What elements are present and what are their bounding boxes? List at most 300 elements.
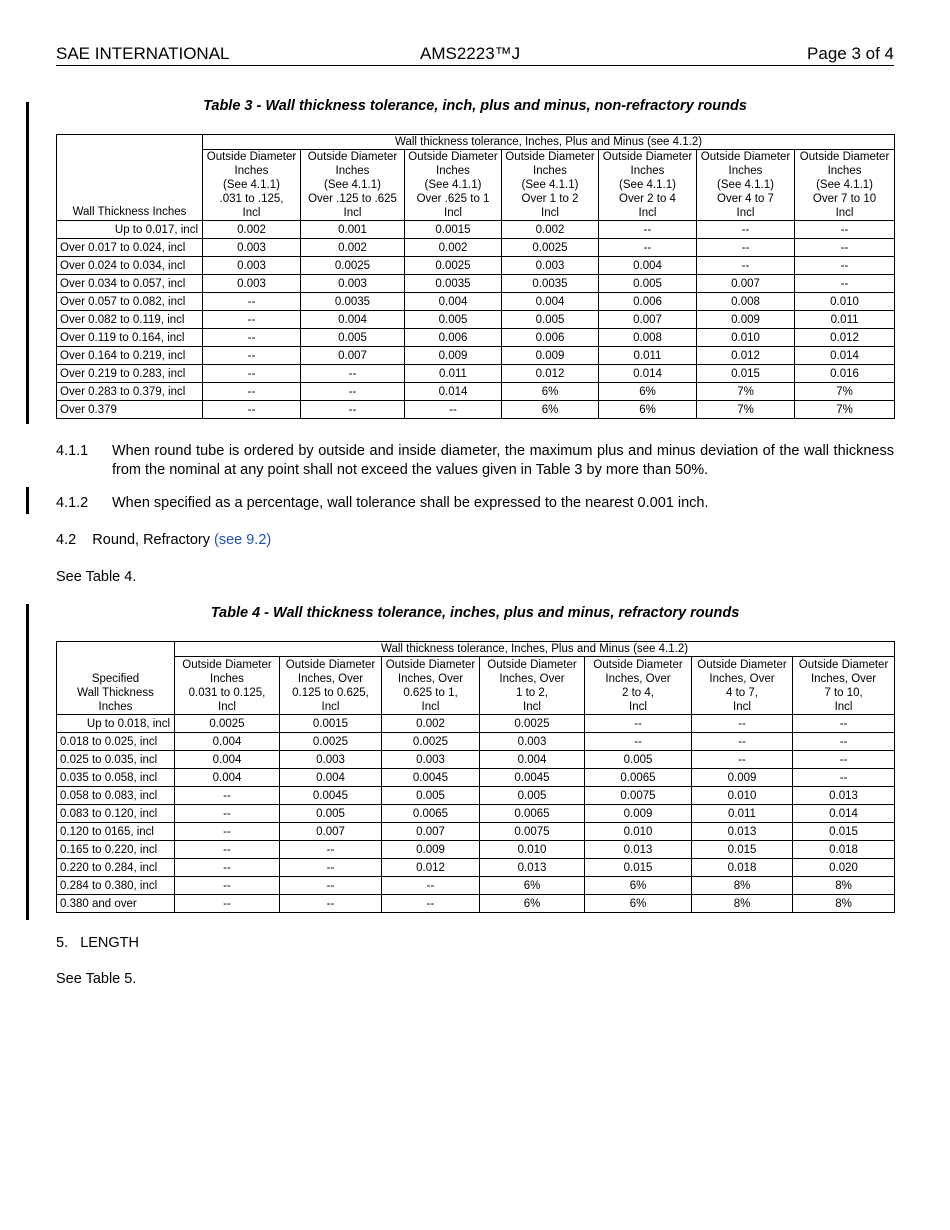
table-cell: -- bbox=[795, 239, 895, 257]
table3-column-header bbox=[599, 150, 697, 221]
column-header-line: Inches, Over bbox=[397, 673, 464, 685]
table-cell: -- bbox=[203, 365, 301, 383]
table-cell: 0.0025 bbox=[301, 257, 405, 275]
row-label: 0.025 to 0.035, incl bbox=[57, 751, 175, 769]
table-cell: 0.003 bbox=[480, 733, 585, 751]
section-5-number: 5. bbox=[56, 935, 69, 951]
table-cell: -- bbox=[382, 877, 480, 895]
table-cell: -- bbox=[692, 715, 793, 733]
column-header-line: Incl bbox=[421, 701, 440, 713]
table-cell: 6% bbox=[585, 895, 692, 913]
row-label: 0.083 to 0.120, incl bbox=[57, 805, 175, 823]
table-cell: -- bbox=[585, 733, 692, 751]
table-cell: 0.010 bbox=[585, 823, 692, 841]
column-header-line: (See 4.1.1) bbox=[816, 179, 873, 191]
table-cell: 0.0025 bbox=[502, 239, 599, 257]
table-cell: -- bbox=[175, 877, 280, 895]
table-cell: 0.0035 bbox=[405, 275, 502, 293]
table-row bbox=[57, 347, 895, 365]
table-cell: -- bbox=[175, 805, 280, 823]
table-cell: 0.008 bbox=[599, 329, 697, 347]
column-header-line: (See 4.1.1) bbox=[223, 179, 280, 191]
table-cell: -- bbox=[280, 859, 382, 877]
table-cell: 0.007 bbox=[382, 823, 480, 841]
table-cell: 0.004 bbox=[599, 257, 697, 275]
para-4-1-1-text: When round tube is ordered by outside and inside diameter, the maximum plus and minus deviation of the wall thickness from the nominal at any point shall not exceed the values given in Table 3 by more than 50%. bbox=[112, 443, 894, 478]
table-cell: -- bbox=[203, 329, 301, 347]
table-row bbox=[57, 275, 895, 293]
column-header-line: Outside Diameter bbox=[408, 151, 498, 163]
table-cell: 6% bbox=[480, 877, 585, 895]
table-cell: 8% bbox=[692, 895, 793, 913]
table-cell: 0.0045 bbox=[480, 769, 585, 787]
column-header-line: Outside Diameter bbox=[602, 151, 693, 163]
table-cell: 0.010 bbox=[692, 787, 793, 805]
table-cell: 0.013 bbox=[692, 823, 793, 841]
table-row bbox=[57, 383, 895, 401]
column-header-line: Over 2 to 4 bbox=[619, 193, 676, 205]
column-header-line: Incl bbox=[629, 701, 647, 713]
row-label: Up to 0.018, incl bbox=[57, 715, 175, 733]
table-cell: 0.011 bbox=[795, 311, 895, 329]
para-4-1-2-number: 4.1.2 bbox=[56, 495, 89, 511]
column-header-line: Outside Diameter bbox=[593, 659, 683, 671]
table-cell: 0.018 bbox=[692, 859, 793, 877]
table-row bbox=[57, 733, 895, 751]
table-cell: 0.011 bbox=[692, 805, 793, 823]
column-header-line: Over .125 to .625 bbox=[308, 193, 397, 205]
column-header-line: Outside Diameter bbox=[285, 659, 376, 671]
para-4-1-1-number: 4.1.1 bbox=[56, 443, 89, 459]
table-cell: -- bbox=[203, 293, 301, 311]
table-cell: -- bbox=[280, 877, 382, 895]
table-cell: 0.003 bbox=[301, 275, 405, 293]
table-cell: 0.014 bbox=[793, 805, 895, 823]
column-header-line: Outside Diameter bbox=[182, 659, 272, 671]
table-cell: -- bbox=[599, 221, 697, 239]
table-cell: 0.009 bbox=[585, 805, 692, 823]
table-cell: -- bbox=[795, 221, 895, 239]
table-row bbox=[57, 805, 895, 823]
table-cell: 0.011 bbox=[599, 347, 697, 365]
table-cell: -- bbox=[301, 383, 405, 401]
table-row bbox=[57, 769, 895, 787]
table-cell: -- bbox=[301, 365, 405, 383]
column-header-line: Outside Diameter bbox=[487, 659, 577, 671]
row-header-line: Specified bbox=[91, 673, 140, 685]
column-header-line: Inches bbox=[436, 165, 470, 177]
table-row bbox=[57, 895, 895, 913]
table-cell: 0.012 bbox=[382, 859, 480, 877]
column-header-line: Outside Diameter bbox=[505, 151, 595, 163]
table-row bbox=[57, 221, 895, 239]
table4-column-header bbox=[585, 657, 692, 715]
section-5-title: LENGTH bbox=[80, 935, 140, 951]
row-label: Over 0.024 to 0.034, incl bbox=[57, 257, 203, 275]
table-cell: -- bbox=[793, 733, 895, 751]
table-cell: 0.0065 bbox=[480, 805, 585, 823]
column-header-line: Inches bbox=[630, 165, 665, 177]
row-label: Over 0.082 to 0.119, incl bbox=[57, 311, 203, 329]
table-cell: 0.005 bbox=[480, 787, 585, 805]
table-cell: 0.005 bbox=[301, 329, 405, 347]
table-cell: 0.003 bbox=[502, 257, 599, 275]
table-cell: -- bbox=[599, 239, 697, 257]
column-header-line: Inches, Over bbox=[297, 673, 364, 685]
column-header-line: Over 7 to 10 bbox=[812, 193, 877, 205]
table-cell: 7% bbox=[697, 383, 795, 401]
table-cell: -- bbox=[382, 895, 480, 913]
column-header-line: Outside Diameter bbox=[700, 151, 791, 163]
table-cell: 0.010 bbox=[480, 841, 585, 859]
column-header-line: Incl bbox=[541, 207, 559, 219]
table4-column-header bbox=[175, 657, 280, 715]
row-label: 0.035 to 0.058, incl bbox=[57, 769, 175, 787]
table-cell: 7% bbox=[795, 383, 895, 401]
table-cell: 0.004 bbox=[175, 733, 280, 751]
table3-column-header bbox=[203, 150, 301, 221]
table-cell: 0.009 bbox=[692, 769, 793, 787]
para-4-1-1 bbox=[56, 442, 894, 480]
row-label: Over 0.283 to 0.379, incl bbox=[57, 383, 203, 401]
column-header-line: (See 4.1.1) bbox=[619, 179, 676, 191]
table-cell: -- bbox=[175, 859, 280, 877]
column-header-line: (See 4.1.1) bbox=[717, 179, 774, 191]
table-cell: 0.010 bbox=[795, 293, 895, 311]
table-cell: 0.0015 bbox=[405, 221, 502, 239]
table-row bbox=[57, 787, 895, 805]
table-cell: 0.009 bbox=[382, 841, 480, 859]
table-cell: 0.0045 bbox=[280, 787, 382, 805]
table-cell: -- bbox=[280, 841, 382, 859]
table-cell: 0.002 bbox=[405, 239, 502, 257]
row-label: 0.380 and over bbox=[57, 895, 175, 913]
table-row bbox=[57, 841, 895, 859]
row-label: 0.220 to 0.284, incl bbox=[57, 859, 175, 877]
table-cell: 0.003 bbox=[203, 239, 301, 257]
table-cell: -- bbox=[203, 401, 301, 419]
row-label: 0.018 to 0.025, incl bbox=[57, 733, 175, 751]
section-4-2-number: 4.2 bbox=[56, 532, 77, 548]
column-header-line: Inches, Over bbox=[810, 673, 877, 685]
column-header-line: Outside Diameter bbox=[697, 659, 787, 671]
table-cell: 0.006 bbox=[599, 293, 697, 311]
table-cell: 0.0065 bbox=[585, 769, 692, 787]
header-doc-number: AMS2223™J bbox=[420, 44, 521, 63]
column-header-line: (See 4.1.1) bbox=[324, 179, 381, 191]
table-cell: 0.014 bbox=[795, 347, 895, 365]
table-cell: 0.012 bbox=[697, 347, 795, 365]
table-cell: 8% bbox=[793, 877, 895, 895]
row-label: 0.284 to 0.380, incl bbox=[57, 877, 175, 895]
table-cell: -- bbox=[793, 769, 895, 787]
table-cell: 0.005 bbox=[502, 311, 599, 329]
table-cell: 0.0045 bbox=[382, 769, 480, 787]
table-cell: 0.004 bbox=[175, 769, 280, 787]
table-cell: 0.002 bbox=[382, 715, 480, 733]
row-label: 0.165 to 0.220, incl bbox=[57, 841, 175, 859]
table-cell: 6% bbox=[599, 401, 697, 419]
table-cell: -- bbox=[175, 841, 280, 859]
table-cell: 0.007 bbox=[280, 823, 382, 841]
table3 bbox=[56, 134, 895, 419]
column-header-line: Incl bbox=[242, 207, 261, 219]
table-cell: -- bbox=[405, 401, 502, 419]
table-cell: 0.004 bbox=[405, 293, 502, 311]
table-cell: 0.004 bbox=[301, 311, 405, 329]
row-label: Over 0.017 to 0.024, incl bbox=[57, 239, 203, 257]
table-cell: -- bbox=[203, 383, 301, 401]
section-4-2-title: Round, Refractory bbox=[92, 532, 210, 548]
table-cell: 0.009 bbox=[405, 347, 502, 365]
column-header-line: Outside Diameter bbox=[206, 151, 297, 163]
row-label: Up to 0.017, incl bbox=[57, 221, 203, 239]
table-cell: 0.010 bbox=[697, 329, 795, 347]
column-header-line: Inches bbox=[827, 165, 862, 177]
column-header-line: 7 to 10, bbox=[824, 687, 863, 699]
table-cell: -- bbox=[697, 257, 795, 275]
table-cell: 0.005 bbox=[405, 311, 502, 329]
table-cell: 0.0025 bbox=[480, 715, 585, 733]
table-cell: -- bbox=[585, 715, 692, 733]
para-4-1-2-text: When specified as a percentage, wall tolerance shall be expressed to the nearest 0.001 inch. bbox=[112, 495, 709, 511]
table-cell: 0.014 bbox=[405, 383, 502, 401]
table-cell: 0.016 bbox=[795, 365, 895, 383]
change-bar-table3 bbox=[26, 102, 29, 424]
column-header-line: Outside Diameter bbox=[385, 659, 476, 671]
table-cell: 0.011 bbox=[405, 365, 502, 383]
table-cell: 0.002 bbox=[502, 221, 599, 239]
table-cell: 0.008 bbox=[697, 293, 795, 311]
table4-column-header bbox=[692, 657, 793, 715]
table3-column-header bbox=[405, 150, 502, 221]
table-cell: 0.004 bbox=[502, 293, 599, 311]
table-row bbox=[57, 365, 895, 383]
table-cell: 0.0035 bbox=[301, 293, 405, 311]
table-cell: -- bbox=[697, 221, 795, 239]
column-header-line: Incl bbox=[343, 207, 362, 219]
see-table-4: See Table 4. bbox=[56, 569, 137, 585]
table-cell: -- bbox=[795, 275, 895, 293]
column-header-line: 4 to 7, bbox=[726, 687, 758, 699]
table-cell: 0.015 bbox=[585, 859, 692, 877]
column-header-line: Inches, Over bbox=[499, 673, 565, 685]
column-header-line: Inches bbox=[533, 165, 567, 177]
row-label: Over 0.057 to 0.082, incl bbox=[57, 293, 203, 311]
table-row bbox=[57, 877, 895, 895]
table-row bbox=[57, 257, 895, 275]
table-cell: 7% bbox=[795, 401, 895, 419]
table4 bbox=[56, 641, 895, 913]
table-cell: 0.005 bbox=[280, 805, 382, 823]
table-cell: -- bbox=[280, 895, 382, 913]
change-bar-table4 bbox=[26, 604, 29, 920]
row-label: Over 0.164 to 0.219, incl bbox=[57, 347, 203, 365]
header-page-number: Page 3 of 4 bbox=[807, 44, 894, 63]
table-cell: 0.006 bbox=[502, 329, 599, 347]
table-row bbox=[57, 401, 895, 419]
column-header-line: .031 to .125, bbox=[219, 193, 284, 205]
column-header-line: 2 to 4, bbox=[622, 687, 654, 699]
header-org: SAE INTERNATIONAL bbox=[56, 44, 230, 63]
table-cell: 6% bbox=[502, 401, 599, 419]
table-cell: 0.014 bbox=[599, 365, 697, 383]
table-cell: -- bbox=[175, 787, 280, 805]
column-header-line: Incl bbox=[218, 701, 236, 713]
table4-column-header bbox=[480, 657, 585, 715]
table-cell: 8% bbox=[793, 895, 895, 913]
column-header-line: Inches bbox=[234, 165, 269, 177]
table-cell: 0.003 bbox=[203, 275, 301, 293]
table-cell: -- bbox=[175, 895, 280, 913]
table4-row-header bbox=[57, 642, 175, 715]
row-label: Over 0.119 to 0.164, incl bbox=[57, 329, 203, 347]
column-header-line: (See 4.1.1) bbox=[521, 179, 579, 191]
section-5-heading bbox=[56, 934, 894, 953]
table3-column-header bbox=[795, 150, 895, 221]
column-header-line: Inches, Over bbox=[605, 673, 671, 685]
column-header-line: Incl bbox=[523, 701, 541, 713]
table-cell: 0.003 bbox=[203, 257, 301, 275]
column-header-line: (See 4.1.1) bbox=[424, 179, 482, 191]
column-header-line: Outside Diameter bbox=[307, 151, 398, 163]
table-cell: 0.004 bbox=[175, 751, 280, 769]
column-header-line: Incl bbox=[733, 701, 751, 713]
table-cell: 0.012 bbox=[795, 329, 895, 347]
table-cell: 7% bbox=[697, 401, 795, 419]
table-cell: 0.0025 bbox=[382, 733, 480, 751]
table-row bbox=[57, 329, 895, 347]
column-header-line: Inches bbox=[728, 165, 763, 177]
table-cell: -- bbox=[175, 823, 280, 841]
table3-span-header: Wall thickness tolerance, Inches, Plus and Minus (see 4.1.2) bbox=[203, 135, 895, 150]
table-cell: 0.007 bbox=[697, 275, 795, 293]
table-cell: 0.0065 bbox=[382, 805, 480, 823]
table-cell: 0.015 bbox=[793, 823, 895, 841]
table-cell: 0.002 bbox=[203, 221, 301, 239]
table-cell: 0.007 bbox=[599, 311, 697, 329]
table-cell: 0.003 bbox=[280, 751, 382, 769]
column-header-line: Over 1 to 2 bbox=[521, 193, 579, 205]
table4-column-header bbox=[280, 657, 382, 715]
table-row bbox=[57, 311, 895, 329]
table-row bbox=[57, 751, 895, 769]
column-header-line: Incl bbox=[638, 207, 657, 219]
column-header-line: 0.625 to 1, bbox=[403, 687, 458, 699]
table3-column-header bbox=[301, 150, 405, 221]
row-label: Over 0.034 to 0.057, incl bbox=[57, 275, 203, 293]
table-cell: 0.003 bbox=[382, 751, 480, 769]
table-cell: 0.001 bbox=[301, 221, 405, 239]
table3-row-header: Wall Thickness Inches bbox=[57, 135, 203, 221]
table-cell: 0.0015 bbox=[280, 715, 382, 733]
table-cell: -- bbox=[692, 733, 793, 751]
table-cell: 0.005 bbox=[382, 787, 480, 805]
table3-caption: Table 3 - Wall thickness tolerance, inch, plus and minus, non-refractory rounds bbox=[203, 98, 747, 114]
column-header-line: 0.031 to 0.125, bbox=[188, 687, 266, 699]
table-cell: -- bbox=[203, 311, 301, 329]
column-header-line: Incl bbox=[444, 207, 462, 219]
column-header-line: Incl bbox=[736, 207, 755, 219]
table4-span-header: Wall thickness tolerance, Inches, Plus and Minus (see 4.1.2) bbox=[175, 642, 895, 657]
table-cell: -- bbox=[301, 401, 405, 419]
table4-column-header bbox=[382, 657, 480, 715]
column-header-line: Over 4 to 7 bbox=[717, 193, 774, 205]
table-cell: 0.004 bbox=[480, 751, 585, 769]
table-cell: 0.005 bbox=[585, 751, 692, 769]
table-cell: -- bbox=[692, 751, 793, 769]
table-cell: 8% bbox=[692, 877, 793, 895]
row-label: Over 0.219 to 0.283, incl bbox=[57, 365, 203, 383]
table-row bbox=[57, 859, 895, 877]
table-cell: 6% bbox=[585, 877, 692, 895]
table-cell: 0.0035 bbox=[502, 275, 599, 293]
table-cell: 0.0075 bbox=[585, 787, 692, 805]
row-header-line: Wall Thickness bbox=[77, 687, 154, 699]
table-cell: -- bbox=[697, 239, 795, 257]
table-cell: 0.013 bbox=[585, 841, 692, 859]
column-header-line: Over .625 to 1 bbox=[416, 193, 490, 205]
table-cell: -- bbox=[793, 715, 895, 733]
table-cell: 0.020 bbox=[793, 859, 895, 877]
table-cell: 0.012 bbox=[502, 365, 599, 383]
table-row bbox=[57, 823, 895, 841]
table-cell: 0.004 bbox=[280, 769, 382, 787]
table-cell: 0.009 bbox=[697, 311, 795, 329]
table-cell: 0.002 bbox=[301, 239, 405, 257]
column-header-line: Incl bbox=[321, 701, 340, 713]
column-header-line: Incl bbox=[835, 207, 854, 219]
table-cell: 0.018 bbox=[793, 841, 895, 859]
table-cell: 0.006 bbox=[405, 329, 502, 347]
see-table-5: See Table 5. bbox=[56, 971, 137, 987]
table-cell: 6% bbox=[480, 895, 585, 913]
see-9-2-link[interactable]: (see 9.2) bbox=[214, 532, 272, 548]
table-cell: 0.009 bbox=[502, 347, 599, 365]
table-cell: 6% bbox=[502, 383, 599, 401]
table-cell: -- bbox=[795, 257, 895, 275]
column-header-line: Incl bbox=[834, 701, 853, 713]
column-header-line: Inches bbox=[335, 165, 370, 177]
row-header-line: Inches bbox=[98, 701, 133, 713]
column-header-line: 1 to 2, bbox=[516, 687, 548, 699]
table3-column-header bbox=[502, 150, 599, 221]
table-cell: 0.013 bbox=[480, 859, 585, 877]
table-cell: 0.0025 bbox=[175, 715, 280, 733]
table-cell: -- bbox=[203, 347, 301, 365]
table4-caption: Table 4 - Wall thickness tolerance, inches, plus and minus, refractory rounds bbox=[210, 605, 740, 621]
table-cell: 0.013 bbox=[793, 787, 895, 805]
table-cell: 6% bbox=[599, 383, 697, 401]
table3-column-header bbox=[697, 150, 795, 221]
column-header-line: Inches bbox=[210, 673, 244, 685]
table-cell: 0.0075 bbox=[480, 823, 585, 841]
table-row bbox=[57, 239, 895, 257]
para-4-1-2 bbox=[56, 494, 894, 513]
row-label: 0.120 to 0165, incl bbox=[57, 823, 175, 841]
table4-column-header bbox=[793, 657, 895, 715]
table-cell: 0.0025 bbox=[280, 733, 382, 751]
column-header-line: Outside Diameter bbox=[799, 151, 890, 163]
table-row bbox=[57, 715, 895, 733]
table-cell: 0.015 bbox=[692, 841, 793, 859]
row-label: 0.058 to 0.083, incl bbox=[57, 787, 175, 805]
page-header bbox=[56, 44, 894, 66]
table-row bbox=[57, 293, 895, 311]
table-cell: 0.007 bbox=[301, 347, 405, 365]
table-cell: 0.0025 bbox=[405, 257, 502, 275]
column-header-line: 0.125 to 0.625, bbox=[292, 687, 369, 699]
